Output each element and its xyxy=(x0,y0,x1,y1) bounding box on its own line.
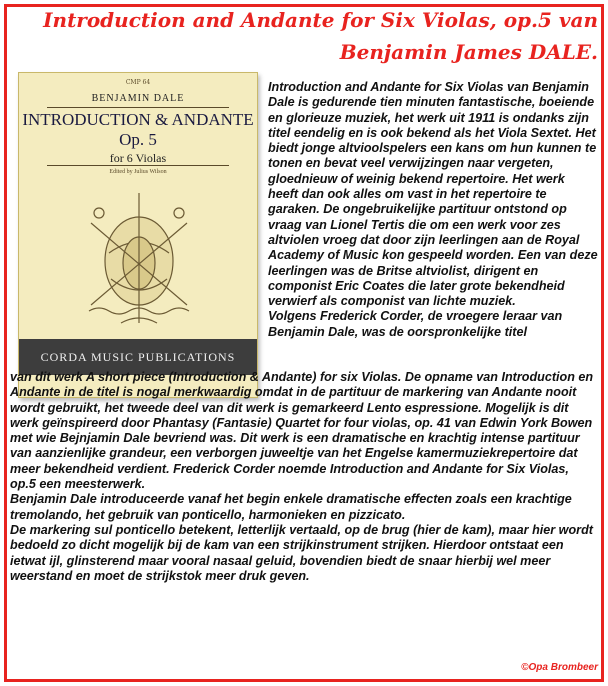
ponticello-paragraph: De markering sul ponticello betekent, letterlijk vertaald, op de brug (hier de kam), maar hier wordt bedoeld zo dicht mogelijk bij de kam van een strijkinstrument strijken. Hierdoor ontstaat een ietwat ijl, glinsterend maar vooral nasaal geluid, bovendien biedt de snaar hierbij wel meer weerstand en moet de strijkstok meer druk geven. xyxy=(10,522,593,583)
score-cover-image xyxy=(18,72,258,398)
cover-rule xyxy=(47,165,229,166)
cover-subtitle: for 6 Violas xyxy=(109,151,167,165)
page-title-line-2: Benjamin James DALE. xyxy=(339,40,598,64)
dale-paragraph: Benjamin Dale introduceerde vanaf het begin enkele dramatische effecten zoals een krachtige tremolando, het gebruik van ponticello, harmonieken en pizzicato. xyxy=(10,492,572,522)
catalog-code: CMP 64 xyxy=(125,79,151,86)
copyright-label: ©Opa Brombeer xyxy=(521,662,598,673)
intro-text-block xyxy=(268,80,598,340)
main-text-block xyxy=(10,370,598,584)
cover-publisher: CORDA MUSIC PUBLICATIONS xyxy=(19,339,257,375)
instruments-illustration-icon xyxy=(71,183,207,333)
cover-work-title: INTRODUCTION & ANDANTE Op. 5 xyxy=(22,110,254,149)
corder-intro-paragraph: Volgens Frederick Corder, de vroegere leraar van Benjamin Dale, was de oorspronkelijke titel xyxy=(268,309,563,339)
cover-editor: Edited by Julius Wilson xyxy=(109,169,167,175)
cover-rule xyxy=(47,107,229,108)
intro-paragraph: Introduction and Andante for Six Violas van Benjamin Dale is gedurende tien minuten fantastische, boeiende en glorieuze muziek, het werk uit 1911 is ondanks zijn titel eendelig en is ook bekend als het Viola Sextet. Het biedt jonge altvioolspelers een kans om hun kunnen te tonen en bevat veel verwijzingen naar vergeten, gloednieuw of weinig bekend repertoire. Het werk heeft dan ook alles om vast in het repertoire te garaken. De ongebruikelijke partituur ontstond op vraag van Lionel Tertis die om een werk voor zes altviolen vroeg dat door zijn leerlingen aan de Royal Academy of Music kon gespeeld worden. Een van deze leerlingen was de Britse altviolist, dirigent en componist Eric Coates die later grote bekendheid verwierf als componist van lichte muziek. xyxy=(268,80,598,309)
cover-composer: BENJAMIN DALE xyxy=(91,93,185,104)
page-title-line-1: Introduction and Andante for Six Violas, op.5 van xyxy=(43,8,598,32)
history-paragraph: van dit werk A short piece (Introduction & Andante) for six Violas. De opname van Introduction en Andante in de titel is nogal merkwaardig omdat in de partituur de markering van Andante nooit wordt gebruikt, het tweede deel van dit werk is gemarkeerd Lento espressione. Mogelijk is dit werk geïnspireerd door Phantasy (Fantasie) Quartet for four violas, op. 41 van Edwin York Bowen met wie Bejnjamin Dale bevriend was. Dit werk is een dramatische en krachtig intense partituur van aanzienlijke grandeur, een verborgen juweeltje van het Engelse kamermuziekrepertoire dat meer bekendheid verdient. Frederick Corder noemde Introduction and Andante for Six Violas, op.5 een meesterwerk. xyxy=(10,370,594,492)
